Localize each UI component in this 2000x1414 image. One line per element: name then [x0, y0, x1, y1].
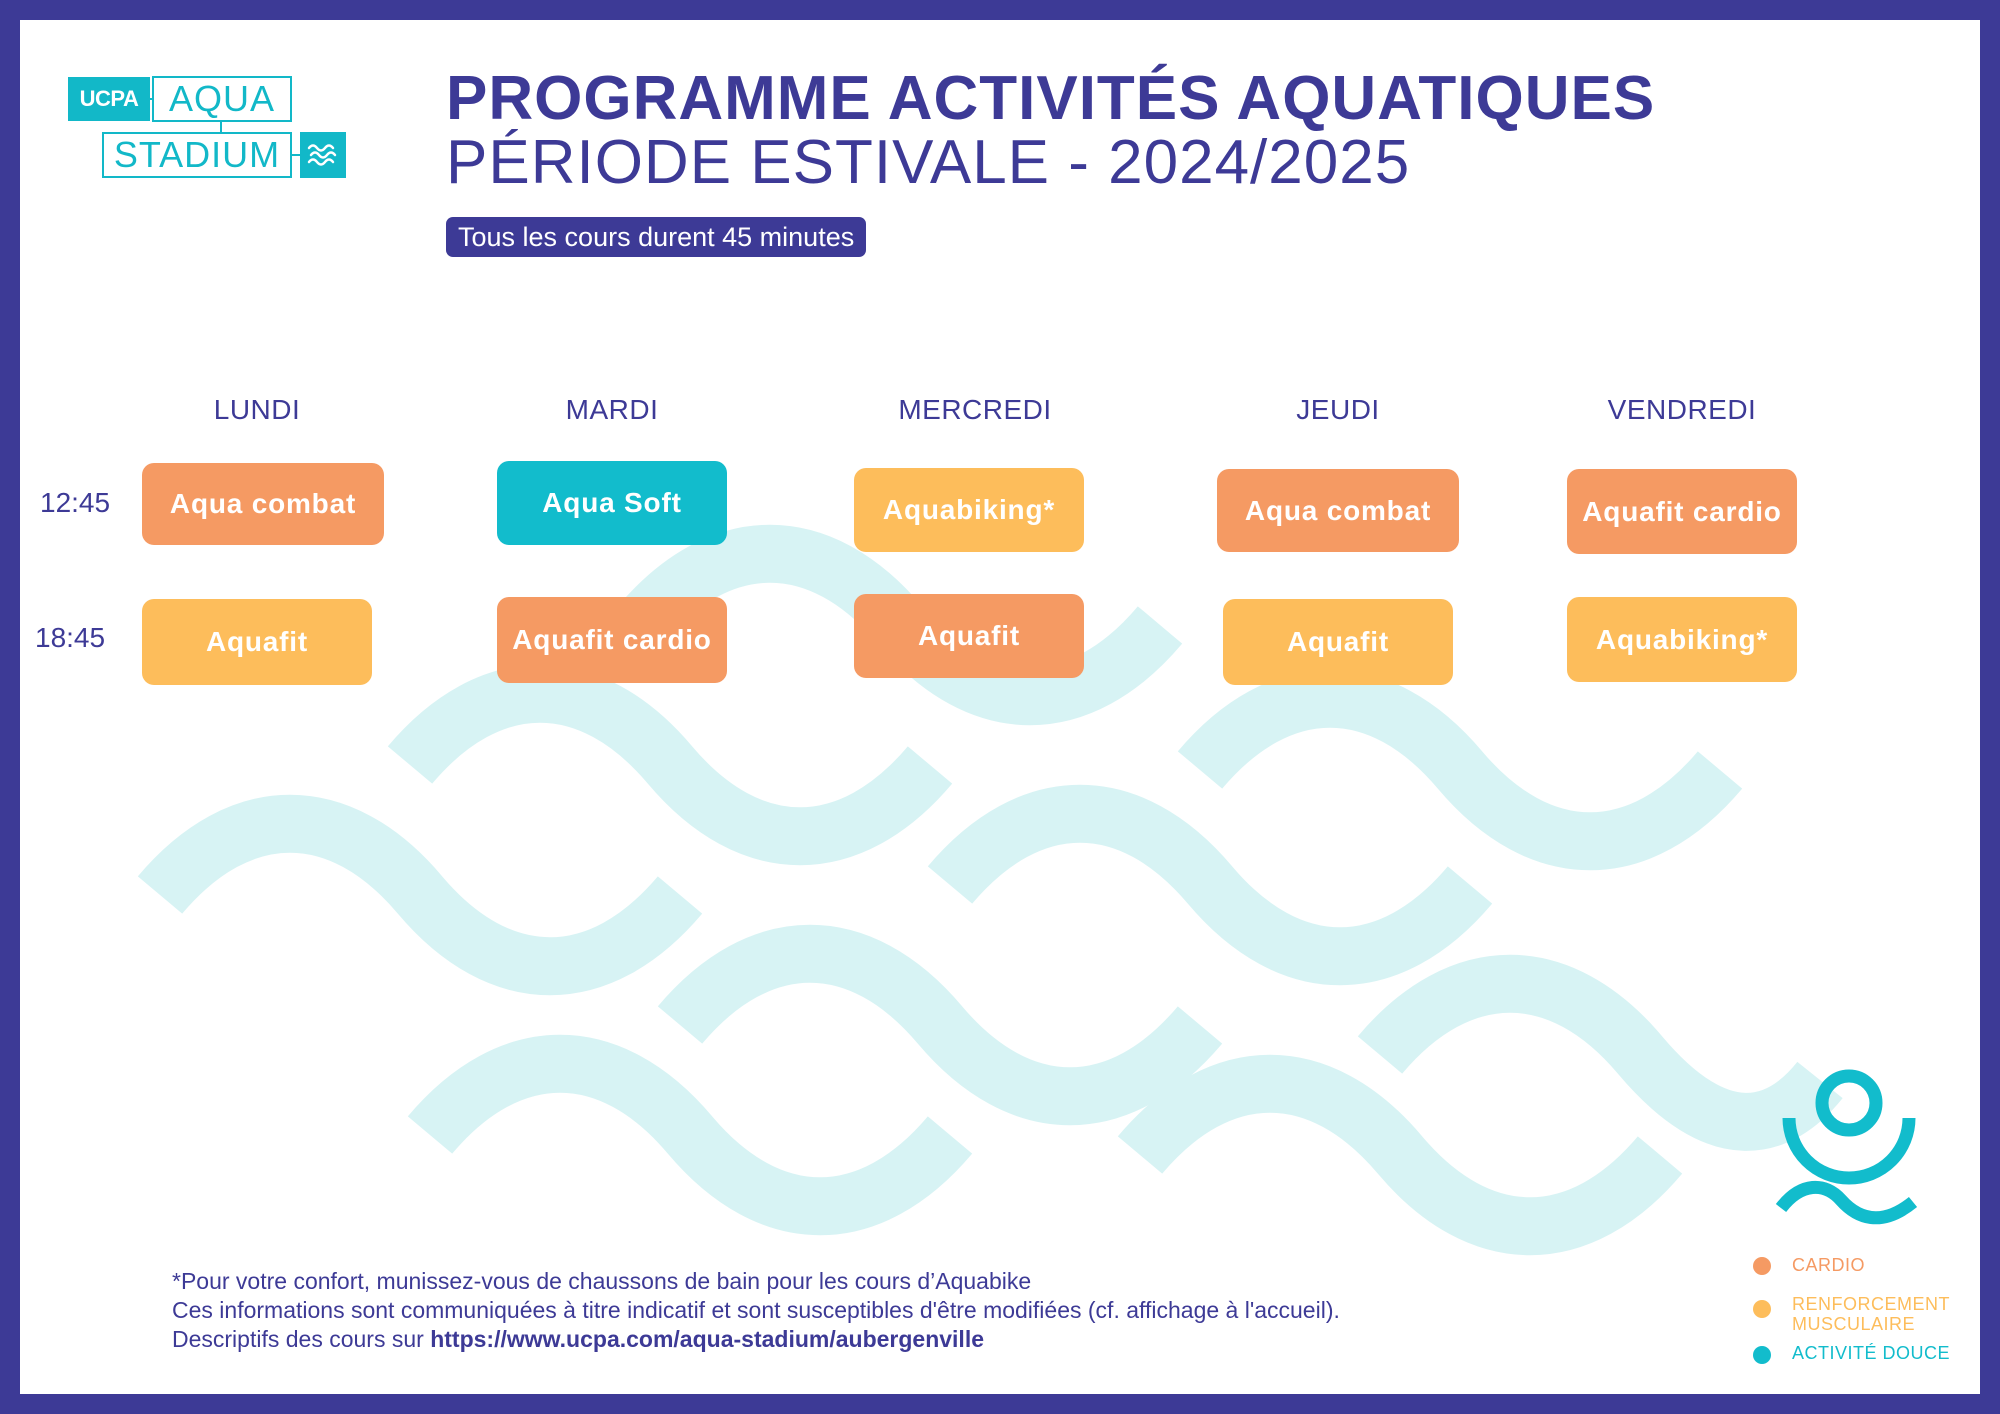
day-header: VENDREDI	[1607, 394, 1757, 425]
class-card[interactable]: Aqua combat	[1217, 469, 1459, 552]
class-card[interactable]: Aquabiking*	[854, 468, 1084, 552]
day-header: MERCREDI	[898, 394, 1052, 425]
class-card[interactable]: Aquafit	[854, 594, 1084, 678]
footer-note-disclaimer: Ces informations sont communiquées à titre indicatif et sont susceptibles d'être modifiées (cf. affichage à l'accueil).	[172, 1297, 1340, 1323]
legend-dot-renforcement	[1753, 1300, 1771, 1318]
legend-label-renforcement: RENFORCEMENT MUSCULAIRE	[1792, 1294, 1950, 1334]
footer-note-aquabike: *Pour votre confort, munissez-vous de chaussons de bain pour les cours d’Aquabike	[172, 1268, 1032, 1294]
wave-pattern-icon	[20, 20, 1980, 1394]
swimmer-icon	[1755, 1060, 1930, 1240]
logo-connector	[220, 122, 222, 132]
poster	[20, 20, 1980, 1394]
day-header: MARDI	[565, 394, 659, 425]
day-header: LUNDI	[213, 394, 301, 425]
logo-wave-icon	[300, 132, 346, 178]
ucpa-link[interactable]: https://www.ucpa.com/aqua-stadium/aubergenville	[430, 1326, 984, 1352]
footer-link-prefix: Descriptifs des cours sur	[172, 1326, 431, 1352]
page-subtitle: PÉRIODE ESTIVALE - 2024/2025	[446, 128, 1411, 197]
class-card[interactable]: Aqua Soft	[497, 461, 727, 545]
time-label: 12:45	[40, 487, 111, 518]
legend-label-cardio: CARDIO	[1792, 1255, 1866, 1275]
legend-label-douce: ACTIVITÉ DOUCE	[1792, 1343, 1951, 1363]
duration-badge: Tous les cours durent 45 minutes	[446, 217, 866, 257]
day-header: JEUDI	[1296, 394, 1380, 425]
class-card[interactable]: Aquafit	[1223, 599, 1453, 685]
class-card[interactable]: Aquabiking*	[1567, 597, 1797, 682]
time-label: 18:45	[35, 622, 106, 653]
legend-dot-douce	[1753, 1346, 1771, 1364]
ucpa-logo: UCPA	[68, 77, 150, 121]
logo-stadium: STADIUM	[102, 132, 292, 178]
legend-dot-cardio	[1753, 1257, 1771, 1275]
footer-note-link-line	[172, 1326, 984, 1353]
class-card[interactable]: Aquafit cardio	[1567, 469, 1797, 554]
class-card[interactable]: Aqua combat	[142, 463, 384, 545]
logo-aqua: AQUA	[152, 76, 292, 122]
class-card[interactable]: Aquafit cardio	[497, 597, 727, 683]
logo-connector	[292, 154, 300, 156]
page-title: PROGRAMME ACTIVITÉS AQUATIQUES	[446, 64, 1656, 133]
class-card[interactable]: Aquafit	[142, 599, 372, 685]
